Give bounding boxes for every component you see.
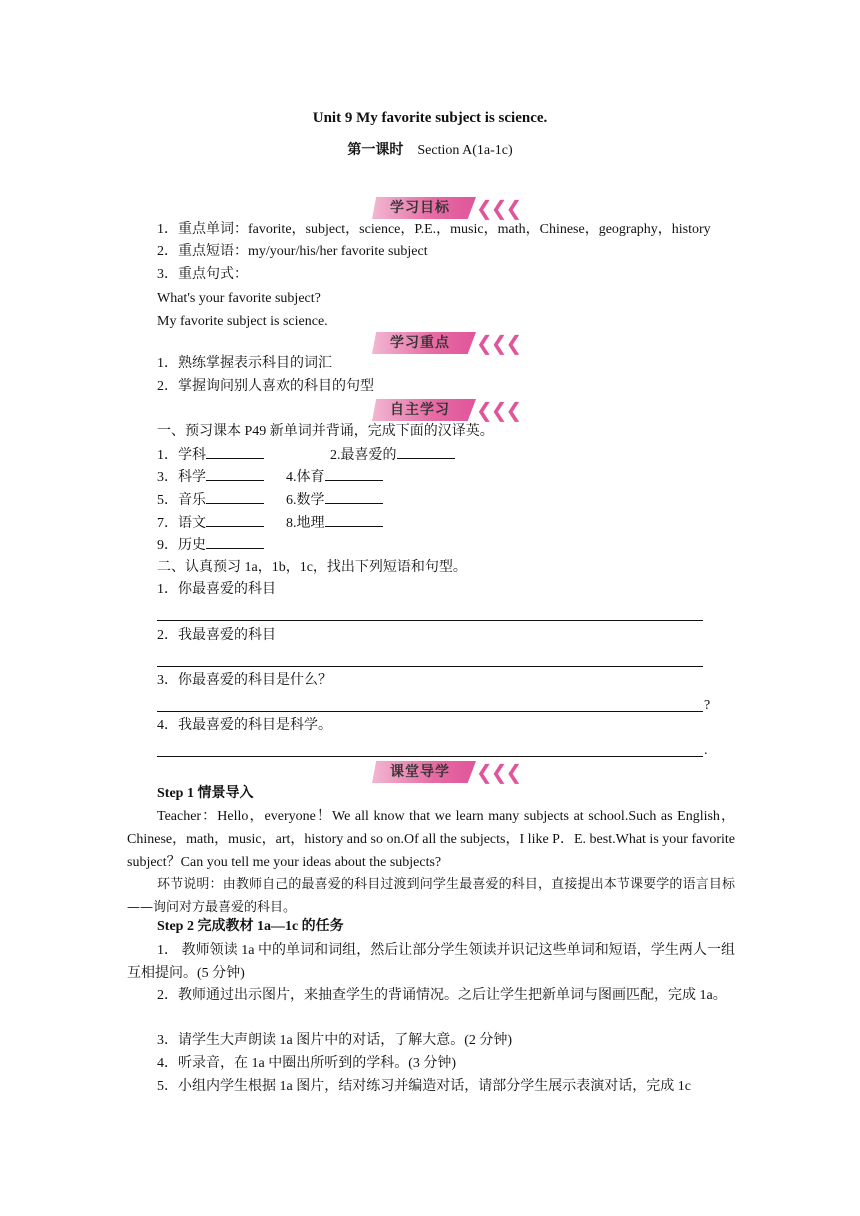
lesson-label: 第一课时 [347, 143, 404, 158]
banner-self-study: 自主学习 ❮❮❮ [372, 399, 522, 421]
self-study-part2-title: 二、认真预习 1a，1b，1c，找出下列短语和句型。 [157, 560, 467, 575]
step2-item-1: 1． 教师领读 1a 中的单词和词组，然后让部分学生领读并识记这些单词和短语，学生两人一组互相提问。(5 分钟) [127, 943, 735, 981]
answer-line-3 [157, 711, 703, 712]
answer-line-4 [157, 756, 703, 757]
question-2: 2．我最喜爱的科目 [157, 628, 276, 643]
focus-item-1: 1．熟练掌握表示科目的词汇 [157, 356, 332, 371]
question-3-end-mark: ? [704, 698, 711, 713]
page-title: Unit 9 My favorite subject is science. [312, 110, 548, 126]
step1-title: Step 1 情景导入 [157, 786, 254, 801]
step1-paragraph: Teacher：Hello，everyone！We all know that we learn many subjects at school.Such as English，Chinese，math，music，art，history and so on.Of all the subjects，I like P．E. best.What is your favorite subject？Can you tell me your ideas about the subjects? [127, 809, 736, 870]
step2-item-3: 3．请学生大声朗读 1a 图片中的对话，了解大意。(2 分钟) [157, 1033, 513, 1048]
chevron-icon: ❮❮❮ [476, 398, 521, 422]
chevron-icon: ❮❮❮ [476, 760, 521, 784]
question-1: 1．你最喜爱的科目 [157, 582, 276, 597]
question-3: 3．你最喜爱的科目是什么？ [157, 673, 332, 688]
goal-item-2: 2．重点短语：my/your/his/her favorite subject [157, 244, 428, 259]
step1-note: 环节说明：由教师自己的最喜爱的科目过渡到问学生最喜爱的科目，直接提出本节课要学的语言目标——询问对方最喜爱的科目。 [127, 877, 735, 915]
vocab-8: 8.地理 [286, 514, 383, 533]
goal-sentence-2: My favorite subject is science. [157, 314, 328, 329]
question-4-end-mark: . [704, 743, 708, 758]
vocab-5: 5．音乐 [157, 491, 264, 510]
goal-item-1: 1．重点单词：favorite，subject，science，P.E.，music，math，Chinese，geography，history [157, 222, 711, 237]
step2-item-5: 5．小组内学生根据 1a 图片，结对练习并编造对话，请部分学生展示表演对话，完成 1c [157, 1079, 691, 1094]
answer-line-1 [157, 620, 703, 621]
step2-item-4: 4．听录音，在 1a 中圈出所听到的学科。(3 分钟) [157, 1056, 457, 1071]
step2-item-2: 2．教师通过出示图片，来抽查学生的背诵情况。之后让学生把新单词与图画匹配，完成 1a。 [157, 988, 727, 1003]
goal-sentence-1: What's your favorite subject? [157, 291, 321, 306]
vocab-9: 9．历史 [157, 536, 264, 555]
vocab-2: 2.最喜爱的 [330, 446, 455, 465]
chevron-icon: ❮❮❮ [476, 331, 521, 355]
banner-learning-goals: 学习目标 ❮❮❮ [372, 197, 522, 219]
self-study-part1-title: 一、预习课本 P49 新单词并背诵，完成下面的汉译英。 [157, 424, 494, 439]
page-subtitle [0, 142, 860, 160]
vocab-1: 1．学科 [157, 446, 264, 465]
step2-title: Step 2 完成教材 1a—1c 的任务 [157, 919, 344, 934]
banner-classroom-guide: 课堂导学 ❮❮❮ [372, 761, 522, 783]
chevron-icon: ❮❮❮ [476, 196, 521, 220]
banner-learning-focus: 学习重点 ❮❮❮ [372, 332, 522, 354]
section-label: Section A(1a-1c) [417, 143, 513, 158]
vocab-3: 3．科学 [157, 468, 264, 487]
answer-line-2 [157, 666, 703, 667]
goal-item-3: 3．重点句式： [157, 267, 248, 282]
vocab-7: 7．语文 [157, 514, 264, 533]
vocab-6: 6.数学 [286, 491, 383, 510]
question-4: 4．我最喜爱的科目是科学。 [157, 718, 332, 733]
vocab-4: 4.体育 [286, 468, 383, 487]
focus-item-2: 2．掌握询问别人喜欢的科目的句型 [157, 379, 374, 394]
